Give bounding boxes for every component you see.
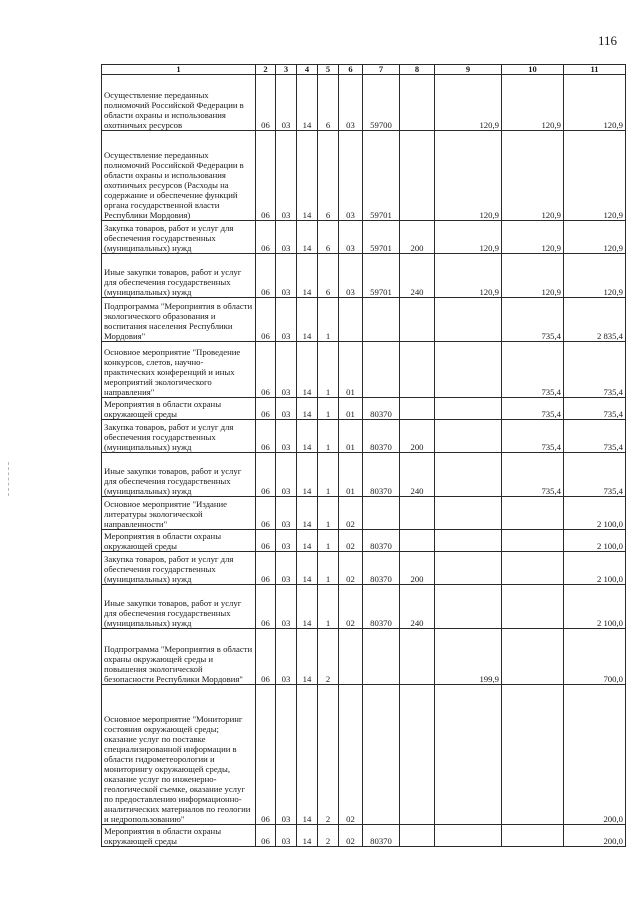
header-cell: 1 [102,65,256,75]
cell-c4: 14 [297,585,318,629]
cell-c7: 59701 [363,131,400,221]
cell-c10: 120,9 [502,254,564,298]
cell-c2: 06 [256,629,276,685]
header-cell: 3 [276,65,297,75]
row-name: Подпрограмма "Мероприятия в области экологического образования и воспитания населения Республики Мордовия" [102,298,256,342]
table-body [102,75,626,847]
cell-c8 [400,298,435,342]
cell-c11: 200,0 [564,685,626,825]
table-row [102,629,626,685]
cell-c2: 06 [256,552,276,585]
table-row [102,75,626,131]
cell-c9 [435,342,502,398]
cell-c6: 01 [339,342,363,398]
cell-c8 [400,497,435,530]
row-name: Мероприятия в области охраны окружающей среды [102,825,256,847]
cell-c9 [435,530,502,552]
header-row [102,65,626,75]
cell-c4: 14 [297,298,318,342]
cell-c9 [435,298,502,342]
row-name: Основное мероприятие "Издание литературы экологической направленности" [102,497,256,530]
cell-c5: 1 [318,342,339,398]
cell-c2: 06 [256,420,276,453]
table-row [102,825,626,847]
cell-c9 [435,685,502,825]
cell-c4: 14 [297,552,318,585]
header-cell: 2 [256,65,276,75]
row-name: Закупка товаров, работ и услуг для обеспечения государственных (муниципальных) нужд [102,552,256,585]
cell-c2: 06 [256,221,276,254]
cell-c8: 200 [400,420,435,453]
cell-c5: 1 [318,497,339,530]
cell-c8 [400,75,435,131]
header-cell: 10 [502,65,564,75]
table-row [102,453,626,497]
cell-c8 [400,398,435,420]
cell-c2: 06 [256,131,276,221]
cell-c11: 200,0 [564,825,626,847]
cell-c11: 735,4 [564,342,626,398]
margin-mark [8,462,17,496]
table-row [102,685,626,825]
cell-c6: 02 [339,552,363,585]
cell-c11: 120,9 [564,254,626,298]
cell-c8: 240 [400,453,435,497]
cell-c5: 1 [318,298,339,342]
table-row [102,398,626,420]
cell-c10: 735,4 [502,420,564,453]
cell-c6 [339,629,363,685]
cell-c8 [400,825,435,847]
header-cell: 7 [363,65,400,75]
cell-c5: 1 [318,420,339,453]
cell-c4: 14 [297,453,318,497]
cell-c3: 03 [276,530,297,552]
cell-c4: 14 [297,420,318,453]
cell-c6: 02 [339,497,363,530]
cell-c9 [435,420,502,453]
cell-c9 [435,585,502,629]
cell-c7: 80370 [363,825,400,847]
table-row [102,552,626,585]
page-number: 116 [598,33,618,48]
cell-c5: 6 [318,75,339,131]
cell-c5: 1 [318,530,339,552]
cell-c3: 03 [276,585,297,629]
cell-c4: 14 [297,497,318,530]
cell-c3: 03 [276,629,297,685]
cell-c10: 735,4 [502,453,564,497]
header-cell: 5 [318,65,339,75]
cell-c4: 14 [297,221,318,254]
cell-c10: 735,4 [502,298,564,342]
cell-c3: 03 [276,420,297,453]
header-cell: 9 [435,65,502,75]
cell-c7 [363,497,400,530]
row-name: Мероприятия в области охраны окружающей среды [102,530,256,552]
cell-c7 [363,342,400,398]
cell-c7: 59701 [363,254,400,298]
cell-c5: 6 [318,254,339,298]
cell-c10 [502,629,564,685]
cell-c7 [363,685,400,825]
cell-c10: 120,9 [502,221,564,254]
cell-c10: 735,4 [502,342,564,398]
table-row [102,131,626,221]
cell-c11: 2 100,0 [564,585,626,629]
cell-c11: 2 835,4 [564,298,626,342]
cell-c3: 03 [276,685,297,825]
cell-c5: 2 [318,629,339,685]
table-header [102,65,626,75]
header-cell: 8 [400,65,435,75]
cell-c5: 6 [318,131,339,221]
cell-c10 [502,552,564,585]
cell-c6: 01 [339,420,363,453]
cell-c3: 03 [276,131,297,221]
cell-c2: 06 [256,254,276,298]
cell-c6: 02 [339,530,363,552]
cell-c4: 14 [297,398,318,420]
cell-c3: 03 [276,398,297,420]
cell-c2: 06 [256,453,276,497]
cell-c3: 03 [276,825,297,847]
header-cell: 6 [339,65,363,75]
row-name: Осуществление переданных полномочий Российской Федерации в области охраны и использования охотничьих ресурсов (Расходы на содержание и обеспечение функций органа государственной власти Республики Мордовия) [102,131,256,221]
cell-c2: 06 [256,398,276,420]
cell-c2: 06 [256,497,276,530]
row-name: Закупка товаров, работ и услуг для обеспечения государственных (муниципальных) нужд [102,221,256,254]
table-row [102,254,626,298]
cell-c6: 03 [339,221,363,254]
cell-c10: 120,9 [502,75,564,131]
row-name: Основное мероприятие "Проведение конкурсов, слетов, научно-практических конференций и иных мероприятий экологического направления" [102,342,256,398]
table-row [102,298,626,342]
cell-c7: 80370 [363,552,400,585]
cell-c4: 14 [297,342,318,398]
cell-c7: 80370 [363,585,400,629]
cell-c5: 1 [318,552,339,585]
cell-c8: 200 [400,552,435,585]
cell-c6: 02 [339,825,363,847]
cell-c9 [435,552,502,585]
cell-c11: 2 100,0 [564,552,626,585]
cell-c7: 59700 [363,75,400,131]
cell-c7: 80370 [363,453,400,497]
cell-c2: 06 [256,342,276,398]
cell-c8 [400,530,435,552]
cell-c11: 120,9 [564,75,626,131]
cell-c7 [363,629,400,685]
cell-c10 [502,685,564,825]
cell-c5: 1 [318,585,339,629]
row-name: Осуществление переданных полномочий Российской Федерации в области охраны и использования охотничьих ресурсов [102,75,256,131]
cell-c4: 14 [297,629,318,685]
cell-c11: 700,0 [564,629,626,685]
cell-c3: 03 [276,342,297,398]
cell-c6: 02 [339,585,363,629]
cell-c2: 06 [256,530,276,552]
table-row [102,420,626,453]
cell-c9: 120,9 [435,75,502,131]
cell-c9: 120,9 [435,254,502,298]
row-name: Основное мероприятие "Мониторинг состояния окружающей среды; оказание услуг по поставке специализированной информации в области гидрометеорологии и мониторингу окружающей среды, оказание услуг по инженерно-геологической съемке, оказание услуг по предоставлению информационно-аналитических материалов по геологии и недропользованию" [102,685,256,825]
cell-c11: 735,4 [564,453,626,497]
row-name: Мероприятия в области охраны окружающей среды [102,398,256,420]
cell-c2: 06 [256,298,276,342]
cell-c11: 2 100,0 [564,497,626,530]
cell-c6: 03 [339,131,363,221]
cell-c2: 06 [256,825,276,847]
cell-c2: 06 [256,685,276,825]
cell-c5: 2 [318,685,339,825]
cell-c4: 14 [297,685,318,825]
cell-c10: 735,4 [502,398,564,420]
table-row [102,221,626,254]
cell-c8 [400,342,435,398]
cell-c8 [400,131,435,221]
cell-c3: 03 [276,298,297,342]
cell-c7: 59701 [363,221,400,254]
budget-table [101,64,626,847]
cell-c4: 14 [297,530,318,552]
cell-c2: 06 [256,585,276,629]
cell-c4: 14 [297,131,318,221]
header-cell: 11 [564,65,626,75]
cell-c9: 199,9 [435,629,502,685]
cell-c6: 02 [339,685,363,825]
cell-c9 [435,497,502,530]
cell-c6 [339,298,363,342]
header-cell: 4 [297,65,318,75]
row-name: Иные закупки товаров, работ и услуг для обеспечения государственных (муниципальных) нужд [102,585,256,629]
cell-c10 [502,530,564,552]
cell-c9 [435,453,502,497]
cell-c6: 03 [339,254,363,298]
cell-c9: 120,9 [435,131,502,221]
cell-c5: 6 [318,221,339,254]
cell-c5: 1 [318,398,339,420]
cell-c3: 03 [276,254,297,298]
cell-c8 [400,629,435,685]
cell-c10: 120,9 [502,131,564,221]
cell-c2: 06 [256,75,276,131]
cell-c11: 735,4 [564,420,626,453]
cell-c9: 120,9 [435,221,502,254]
cell-c7 [363,298,400,342]
cell-c3: 03 [276,453,297,497]
cell-c8: 200 [400,221,435,254]
cell-c3: 03 [276,552,297,585]
row-name: Подпрограмма "Мероприятия в области охраны окружающей среды и повышения экологической безопасности Республики Мордовия" [102,629,256,685]
row-name: Иные закупки товаров, работ и услуг для обеспечения государственных (муниципальных) нужд [102,254,256,298]
cell-c5: 2 [318,825,339,847]
cell-c8: 240 [400,254,435,298]
cell-c9 [435,398,502,420]
table-row [102,497,626,530]
cell-c10 [502,585,564,629]
cell-c3: 03 [276,75,297,131]
cell-c6: 01 [339,453,363,497]
cell-c11: 120,9 [564,131,626,221]
cell-c7: 80370 [363,530,400,552]
cell-c7: 80370 [363,398,400,420]
cell-c3: 03 [276,221,297,254]
cell-c11: 120,9 [564,221,626,254]
cell-c11: 2 100,0 [564,530,626,552]
cell-c3: 03 [276,497,297,530]
cell-c11: 735,4 [564,398,626,420]
table-row [102,585,626,629]
table-row [102,342,626,398]
cell-c7: 80370 [363,420,400,453]
cell-c8 [400,685,435,825]
cell-c4: 14 [297,75,318,131]
cell-c6: 03 [339,75,363,131]
cell-c9 [435,825,502,847]
cell-c6: 01 [339,398,363,420]
cell-c8: 240 [400,585,435,629]
cell-c10 [502,497,564,530]
row-name: Иные закупки товаров, работ и услуг для обеспечения государственных (муниципальных) нужд [102,453,256,497]
cell-c5: 1 [318,453,339,497]
cell-c10 [502,825,564,847]
row-name: Закупка товаров, работ и услуг для обеспечения государственных (муниципальных) нужд [102,420,256,453]
table-row [102,530,626,552]
cell-c4: 14 [297,825,318,847]
cell-c4: 14 [297,254,318,298]
